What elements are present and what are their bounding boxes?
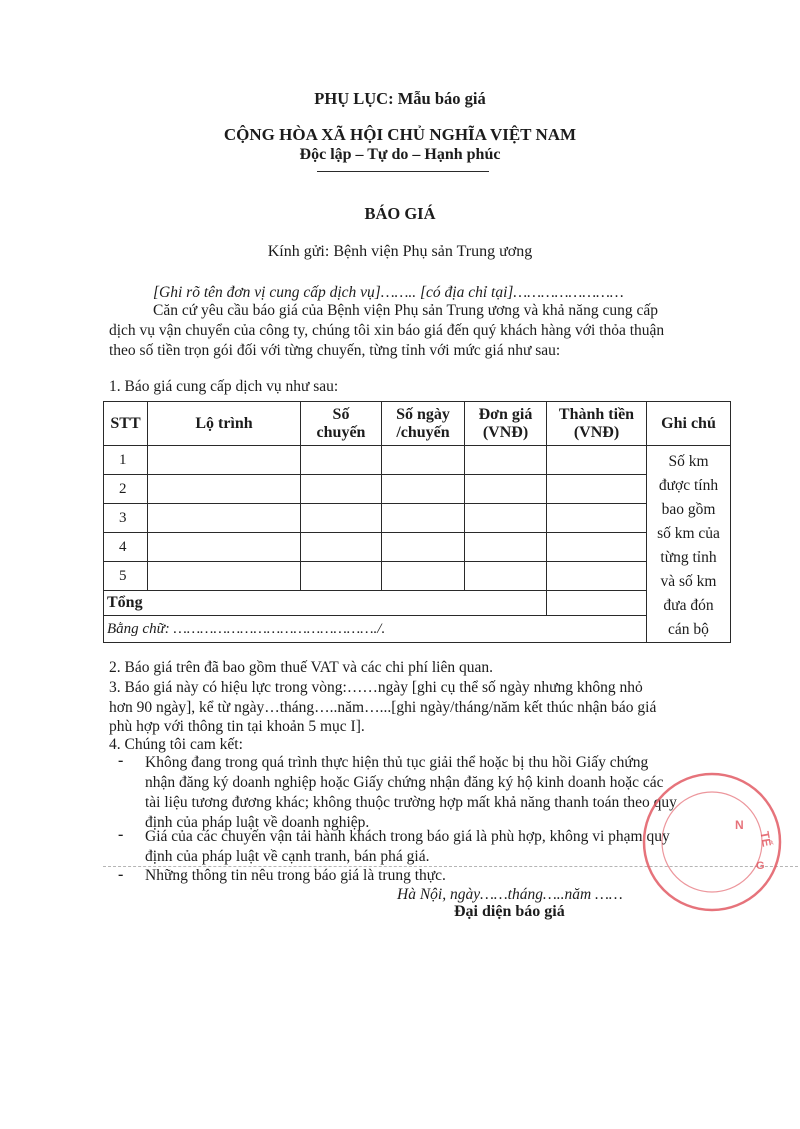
amount-cell (547, 562, 647, 591)
bullet-dash: - (118, 752, 124, 769)
route-cell (148, 475, 301, 504)
unit-price-cell (465, 504, 547, 533)
section-3-line-1: 3. Báo giá này có hiệu lực trong vòng:……ngày [ghi cụ thể số ngày nhưng không nhỏ (109, 679, 643, 696)
section-1-title: 1. Báo giá cung cấp dịch vụ như sau: (109, 378, 339, 395)
header-stt: STT (104, 402, 148, 446)
table-header-row (104, 402, 731, 446)
section-4-title: 4. Chúng tôi cam kết: (109, 736, 243, 753)
bullet-dash: - (118, 866, 124, 883)
header-days: Số ngày /chuyến (382, 402, 465, 446)
intro-line-1: Căn cứ yêu cầu báo giá của Bệnh viện Phụ sản Trung ương và khả năng cung cấp (153, 302, 658, 319)
commitment-1-line-2: nhận đăng ký doanh nghiệp hoặc Giấy chứng nhận đăng ký hộ kinh doanh hoặc các (145, 774, 664, 791)
amount-cell (547, 475, 647, 504)
header-unit-price: Đơn giá (VNĐ) (465, 402, 547, 446)
trips-cell (301, 504, 382, 533)
days-cell (382, 562, 465, 591)
total-label: Tổng (104, 591, 547, 616)
signatory-title: Đại diện báo giá (454, 903, 565, 920)
motto-underline (317, 171, 489, 172)
stamp (640, 760, 800, 960)
stamp-text-a: N (735, 818, 744, 832)
section-3-line-3: phù hợp với thông tin tại khoản 5 mục I]. (109, 718, 365, 735)
days-cell (382, 533, 465, 562)
motto: Độc lập – Tự do – Hạnh phúc (299, 146, 501, 163)
row-number: 1 (104, 446, 148, 475)
header-note: Ghi chú (647, 402, 731, 446)
commitment-2-line-2: định của pháp luật về cạnh tranh, bán phá giá. (145, 848, 430, 865)
country-name: CỘNG HÒA XÃ HỘI CHỦ NGHĨA VIỆT NAM (223, 125, 577, 144)
total-row (104, 591, 731, 616)
section-3-line-2: hơn 90 ngày], kể từ ngày…tháng…..năm…...[ghi ngày/tháng/năm kết thúc nhận báo giá (109, 699, 657, 716)
route-cell (148, 562, 301, 591)
header-amount: Thành tiền (VNĐ) (547, 402, 647, 446)
document-title: BÁO GIÁ (364, 204, 436, 223)
commitment-3-line-1: Những thông tin nêu trong báo giá là trung thực. (145, 867, 446, 884)
commitment-1-line-4: định của pháp luật về doanh nghiệp. (145, 814, 370, 831)
stamp-text-c: G (756, 860, 765, 872)
days-cell (382, 475, 465, 504)
table-row (104, 446, 731, 475)
sender-line: [Ghi rõ tên đơn vị cung cấp dịch vụ]…….. [có địa chỉ tại]…………………… (153, 284, 624, 301)
stamp-text-b: TẾ (757, 830, 774, 848)
section-2: 2. Báo giá trên đã bao gồm thuế VAT và các chi phí liên quan. (109, 659, 493, 676)
amount-in-words: Bằng chữ: ………………………………………./. (104, 616, 647, 643)
trips-cell (301, 562, 382, 591)
row-number: 4 (104, 533, 148, 562)
recipient-line: Kính gửi: Bệnh viện Phụ sản Trung ương (267, 243, 533, 260)
row-number: 2 (104, 475, 148, 504)
commitment-1-line-1: Không đang trong quá trình thực hiện thủ tục giải thể hoặc bị thu hồi Giấy chứng (145, 754, 649, 771)
amount-cell (547, 533, 647, 562)
header-trips: Số chuyến (301, 402, 382, 446)
amount-cell (547, 446, 647, 475)
amount-cell (547, 504, 647, 533)
unit-price-cell (465, 446, 547, 475)
note-cell: Số km được tính bao gồm số km của từng tỉnh và số km đưa đón cán bộ (647, 446, 731, 643)
row-number: 3 (104, 504, 148, 533)
route-cell (148, 446, 301, 475)
row-number: 5 (104, 562, 148, 591)
quote-table (103, 401, 731, 643)
unit-price-cell (465, 562, 547, 591)
unit-price-cell (465, 475, 547, 504)
commitment-1-line-3: tài liệu tương đương khác; không thuộc trường hợp mất khả năng thanh toán theo quy (145, 794, 677, 811)
in-words-row (104, 616, 731, 643)
days-cell (382, 446, 465, 475)
header-route: Lộ trình (148, 402, 301, 446)
appendix-title: PHỤ LỤC: Mẫu báo giá (314, 89, 486, 108)
table-row (104, 562, 731, 591)
days-cell (382, 504, 465, 533)
commitment-2-line-1: Giá của các chuyến vận tải hành khách trong báo giá là phù hợp, không vi phạm quy (145, 828, 670, 845)
table-row (104, 533, 731, 562)
intro-line-2: dịch vụ vận chuyển của công ty, chúng tôi xin báo giá đến quý khách hàng với thỏa thuận (109, 322, 665, 339)
route-cell (148, 504, 301, 533)
intro-line-3: theo số tiền trọn gói đối với từng chuyến, từng tỉnh với mức giá như sau: (109, 342, 561, 359)
table-row (104, 504, 731, 533)
place-date: Hà Nội, ngày……tháng…..năm …… (397, 886, 623, 903)
trips-cell (301, 475, 382, 504)
route-cell (148, 533, 301, 562)
table-row (104, 475, 731, 504)
unit-price-cell (465, 533, 547, 562)
trips-cell (301, 446, 382, 475)
trips-cell (301, 533, 382, 562)
bullet-dash: - (118, 826, 124, 843)
total-amount-cell (547, 591, 647, 616)
